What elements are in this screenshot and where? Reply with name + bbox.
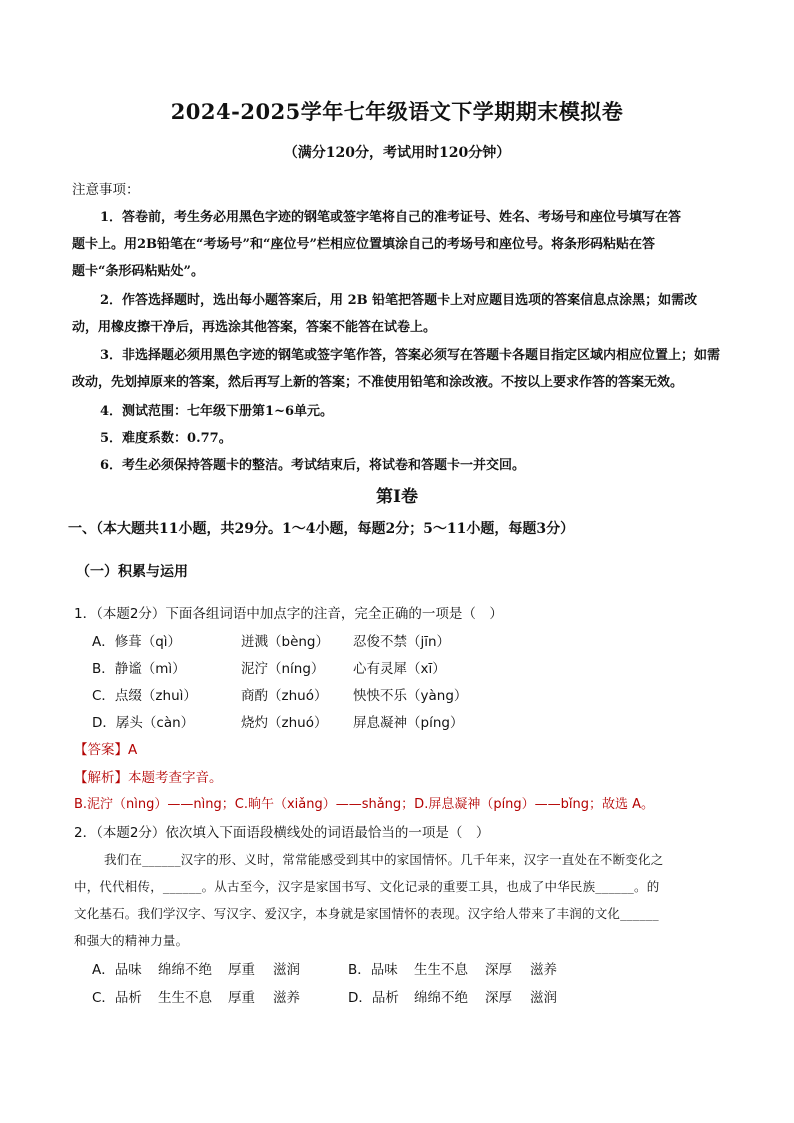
answer-label: 【答案】 — [74, 742, 128, 758]
volume-heading: 第Ⅰ卷 — [376, 487, 418, 507]
q2-passage-line: 我们在______汉字的形、义时，常常能感受到其中的家国情怀。几千年来，汉字一直处在不断变化之 — [104, 852, 664, 867]
q1-option-c-2: 商酌（zhuó） — [241, 688, 328, 704]
notice-line: 4．测试范围：七年级下册第1~6单元。 — [100, 404, 334, 419]
q2-option-c-1: C．品析 — [92, 990, 142, 1006]
q2-option-c-2: 生生不息 — [158, 990, 212, 1006]
question-1-stem: 1．（本题2分）下面各组词语中加点字的注音，完全正确的一项是（ ） — [74, 606, 503, 622]
q2-option-a-4: 滋润 — [273, 962, 300, 978]
page-title: 2024-2025学年七年级语文下学期期末模拟卷 — [170, 99, 624, 124]
q1-option-a-3: 忍俊不禁（jīn） — [353, 634, 451, 650]
question-2-stem: 2．（本题2分）依次填入下面语段横线处的词语最恰当的一项是（ ） — [74, 825, 490, 841]
notice-line: 题卡上。用2B铅笔在“考场号”和“座位号”栏相应位置填涂自己的考场号和座位号。将条形码粘贴在答 — [72, 237, 655, 252]
q2-option-b-3: 深厚 — [485, 962, 512, 978]
notice-line: 1．答卷前，考生务必用黑色字迹的钢笔或签字笔将自己的准考证号、姓名、考场号和座位号填写在答 — [100, 210, 682, 225]
q2-option-b-4: 滋养 — [530, 962, 557, 978]
q1-option-a-1: A．修葺（qì） — [92, 634, 182, 650]
notice-line: 3．非选择题必须用黑色字迹的钢笔或签字笔作答，答案必须写在答题卡各题目指定区域内相应位置上；如需 — [100, 348, 721, 363]
q1-option-d-1: D．孱头（càn） — [92, 715, 195, 731]
page-subtitle: （满分120分，考试用时120分钟） — [283, 145, 511, 161]
q2-option-d-4: 滋润 — [530, 990, 557, 1006]
q1-option-b-1: B．静谧（mì） — [92, 661, 186, 677]
q2-option-c-4: 滋养 — [273, 990, 300, 1006]
q1-option-c-1: C．点缀（zhuì） — [92, 688, 197, 704]
analysis-label: 【解析】 — [74, 770, 128, 786]
q2-option-c-3: 厚重 — [228, 990, 255, 1006]
q2-option-b-1: B．品味 — [348, 962, 398, 978]
q1-option-d-2: 烧灼（zhuó） — [241, 715, 328, 731]
notice-line: 改动，先划掉原来的答案，然后再写上新的答案；不准使用铅笔和涂改液。不按以上要求作答的答案无效。 — [72, 375, 684, 390]
q2-passage-line: 中，代代相传，______。从古至今，汉字是家国书写、文化记录的重要工具，也成了中华民族______。的 — [74, 879, 660, 894]
q1-analysis-detail: B.泥泞（nìng）——nìng；C.晌午（xiǎng）——shǎng；D.屏息凝神（píng）——bǐng；故选 A。 — [74, 797, 655, 812]
q1-option-d-3: 屏息凝神（píng） — [353, 715, 464, 731]
q2-option-d-3: 深厚 — [485, 990, 512, 1006]
q2-option-a-2: 绵绵不绝 — [158, 962, 212, 978]
q1-option-b-3: 心有灵犀（xī） — [353, 661, 446, 677]
q2-option-a-1: A．品味 — [92, 962, 142, 978]
section-heading: 一、（本大题共11小题，共29分。1～4小题，每题2分；5～11小题，每题3分） — [68, 521, 575, 537]
q2-option-d-2: 绵绵不绝 — [414, 990, 468, 1006]
q1-answer — [74, 738, 137, 758]
q1-analysis — [74, 766, 223, 786]
q1-option-c-3: 怏怏不乐（yàng） — [353, 688, 468, 704]
q2-option-d-1: D．品析 — [348, 990, 399, 1006]
q2-passage-line: 和强大的精神力量。 — [74, 933, 189, 948]
notice-line: 题卡“条形码粘贴处”。 — [72, 264, 204, 279]
q1-option-b-2: 泥泞（níng） — [241, 661, 325, 677]
q2-option-b-2: 生生不息 — [414, 962, 468, 978]
q2-passage-line: 文化基石。我们学汉字、写汉字、爱汉字，本身就是家国情怀的表现。汉字给人带来了丰润的文化______ — [74, 906, 659, 921]
answer-value: A — [128, 742, 138, 758]
analysis-text: 本题考查字音。 — [128, 770, 223, 786]
q2-option-a-3: 厚重 — [228, 962, 255, 978]
notice-line: 6．考生必须保持答题卡的整洁。考试结束后，将试卷和答题卡一并交回。 — [100, 458, 526, 473]
notice-line: 动，用橡皮擦干净后，再选涂其他答案，答案不能答在试卷上。 — [72, 320, 437, 335]
notice-line: 2．作答选择题时，选出每小题答案后，用 2B 铅笔把答题卡上对应题目选项的答案信息点涂黑；如需改 — [100, 293, 698, 308]
q1-option-a-2: 迸溅（bèng） — [241, 634, 330, 650]
subsection-heading: （一）积累与运用 — [76, 564, 188, 580]
notice-line: 5．难度系数：0.77。 — [100, 431, 232, 446]
notice-heading: 注意事项： — [72, 182, 140, 198]
